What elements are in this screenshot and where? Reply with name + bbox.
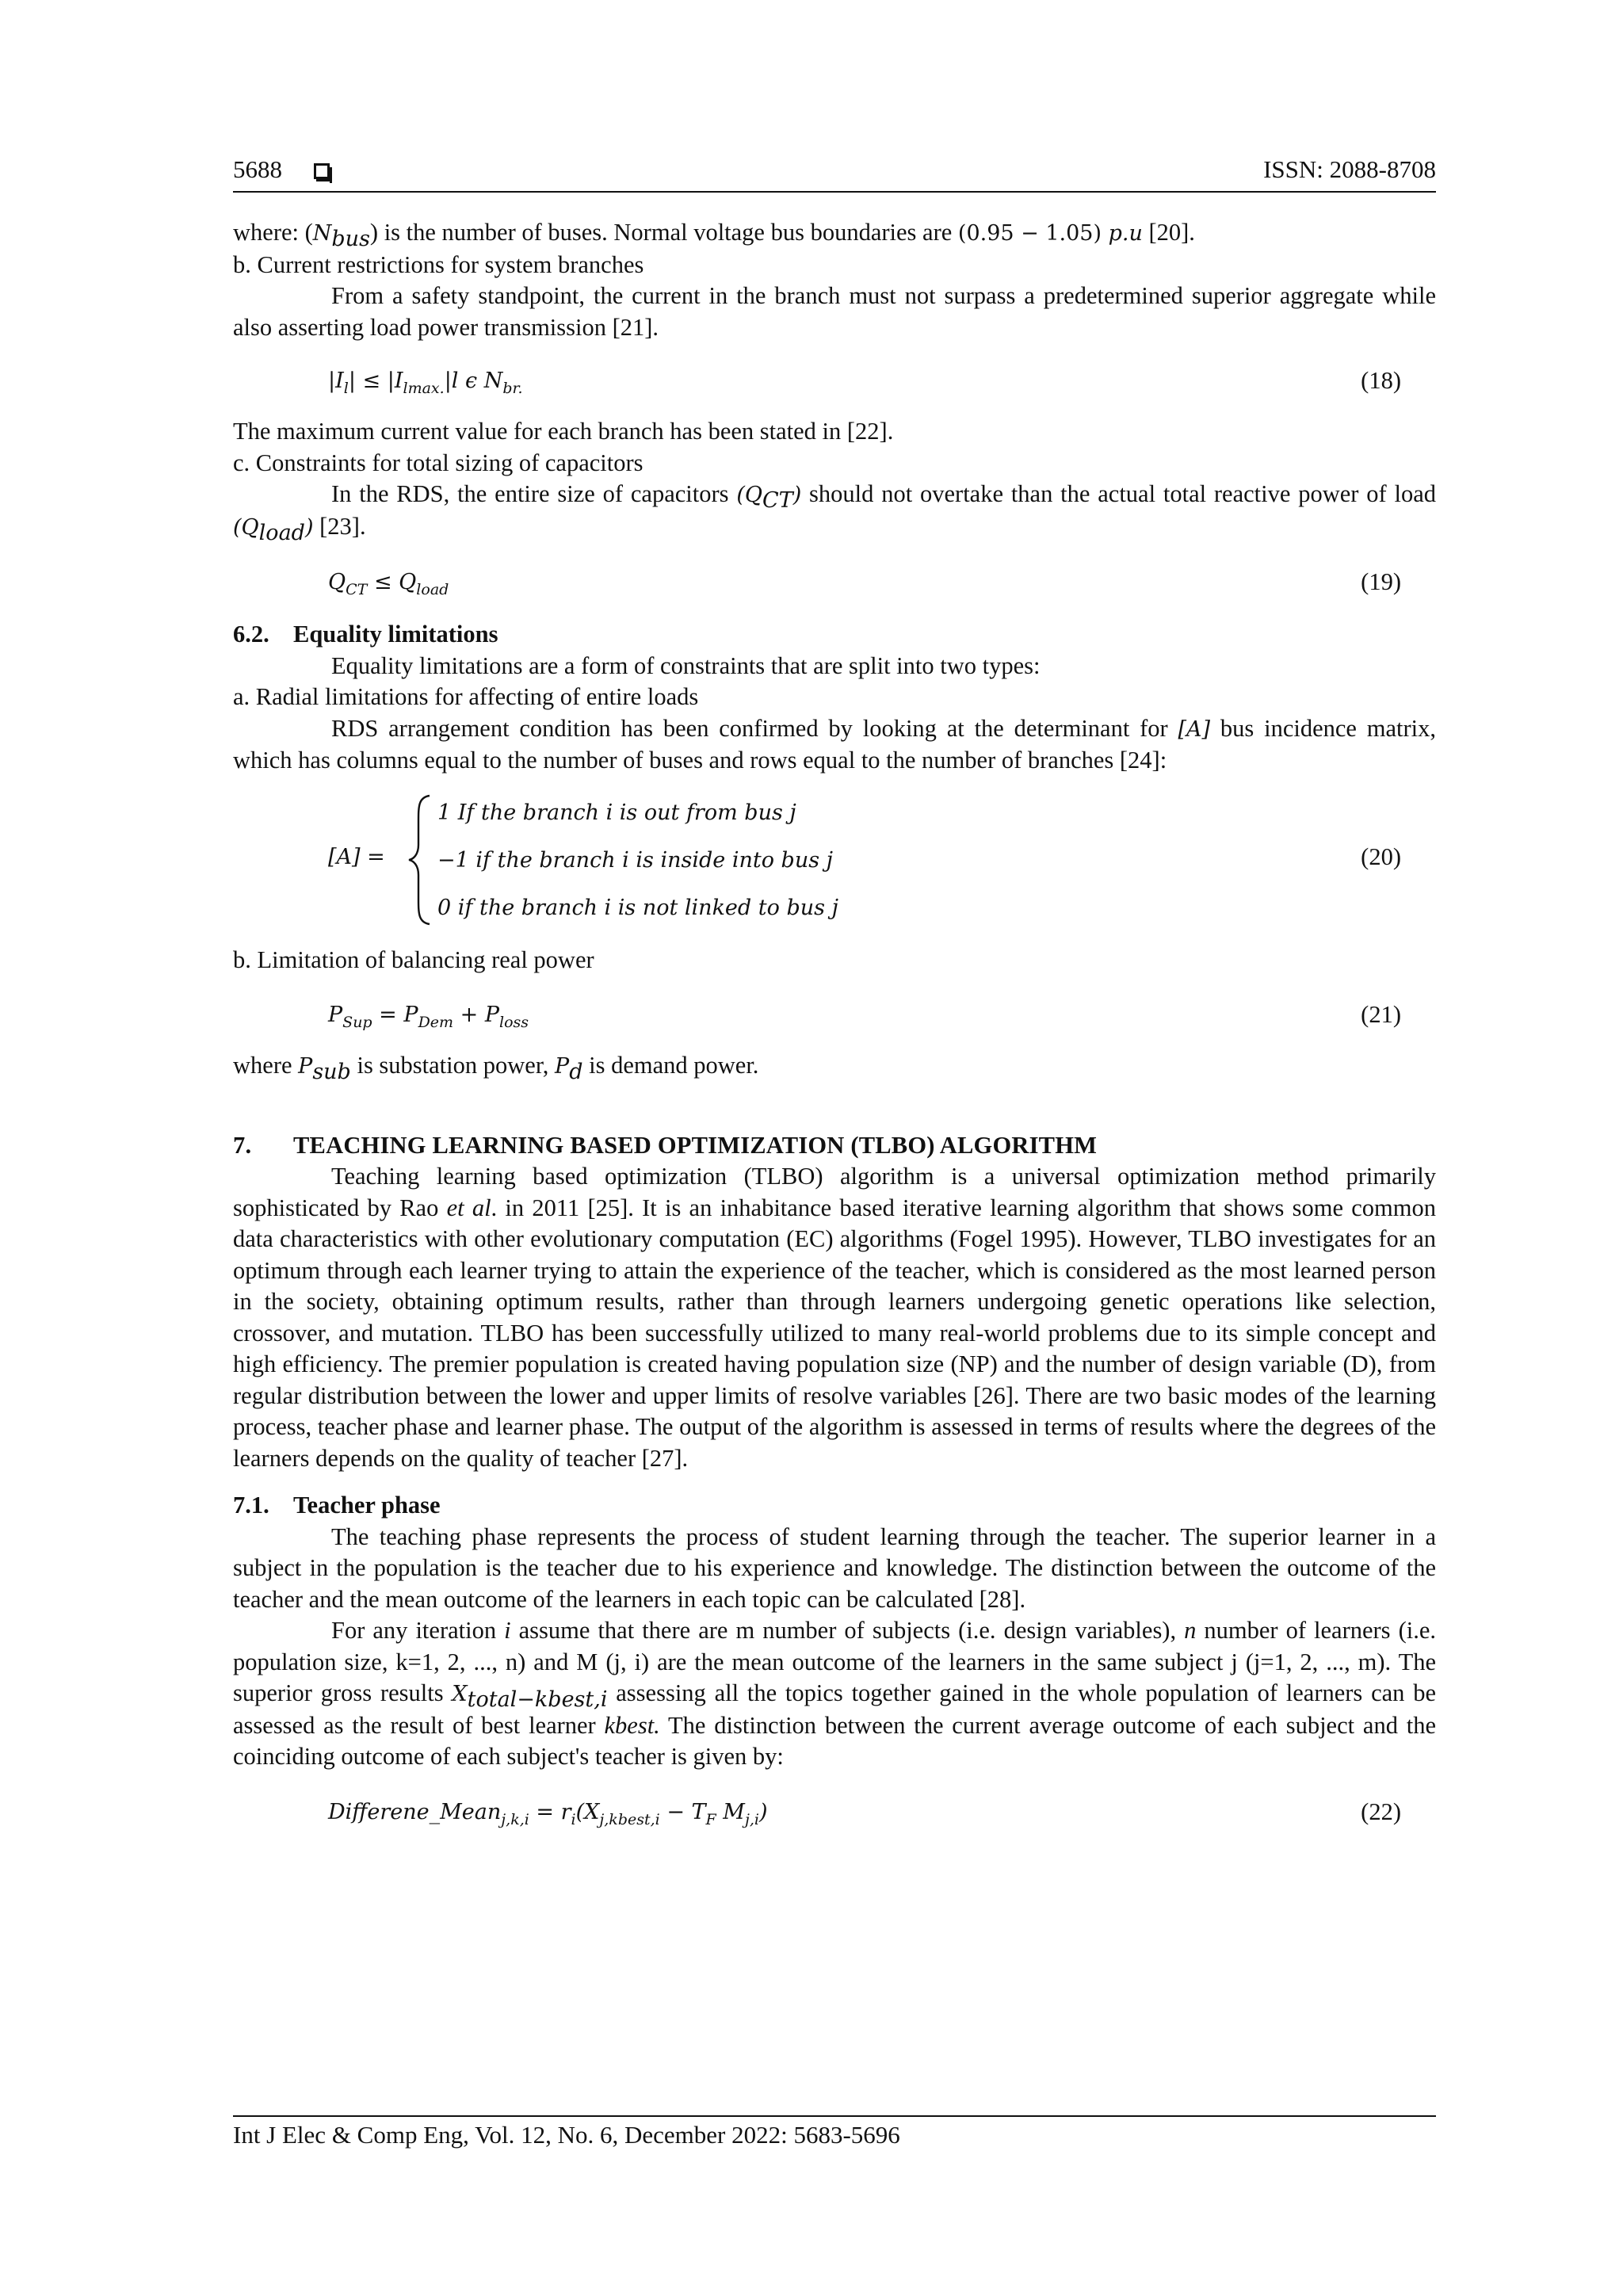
list-item-b-balancing: b. Limitation of balancing real power — [233, 946, 594, 973]
equation-number: (22) — [1361, 1797, 1401, 1825]
section-heading-6-2: 6.2. Equality limitations — [233, 621, 498, 648]
equation-20-cases — [437, 789, 838, 932]
journal-citation: Int J Elec & Comp Eng, Vol. 12, No. 6, December 2022: 5683-5696 — [233, 2121, 900, 2149]
case-row: −1 if the branch i is inside into bus j — [437, 847, 834, 873]
paragraph-tlbo: Teaching learning based optimization (TLBO) algorithm is a universal optimization method primarily sophisticated by Rao et al. in 2011 [25]. It is an inhabitance based iterative learning algorithm that shows some common data characteristics with other evolutionary computation (EC) algorithms (Fogel 1995). However, TLBO investigates for an optimum through each learner trying to attain the experience of the teacher, which is considered as the most learned person in the society, obtaining optimum results, rather than through learners undergoing genetic operations like selection, crossover, and mutation. TLBO has been successfully utilized to many real-world problems due to its simple concept and high efficiency. The premier population is created having population size (NP) and the number of design variable (D), from regular distribution between the lower and upper limits of resolve variables [26]. There are two basic modes of the learning process, teacher phase and learner phase. The output of the algorithm is assessed in terms of results where the degrees of the learners depends on the quality of teacher [27]. — [233, 1163, 1436, 1472]
paragraph-teaching-phase: The teaching phase represents the process of student learning through the teacher. The superior learner in a subject in the population is the teacher due to his experience and knowledge. The distinction between the outcome of the teacher and the mean outcome of the learners in each topic can be calculated [28]. — [233, 1522, 1436, 1613]
equation-21 — [233, 993, 1436, 1039]
page-number: 5688 — [233, 155, 330, 184]
paragraph-iteration: For any iteration i assume that there are m number of subjects (i.e. design variables), n number of learners (i.e. population size, k=1, 2, ..., n) and M (j, i) are the mean outcome of the learners in the same subject j (j=1, 2, ..., m). The superior gross results $X_{total-kbest,i}$ assessing all the topics together gained in the whole population of learners can be assessed as the result of best learner kbest. The distinction between the current average outcome of each subject and the coinciding outcome of each subject's teacher is given by: — [233, 1617, 1436, 1770]
equation-21-body: $P_{Sup} = P_{Dem} + P_{loss}$ — [328, 1003, 529, 1031]
section-heading-7-1: 7.1. Teacher phase — [233, 1492, 441, 1519]
equation-20 — [233, 781, 1436, 937]
equation-18-body: $|I_l| \le |I_{lmax.}|l$ ϵ $N_{br.}$ — [328, 369, 523, 397]
list-item-b-current: b. Current restrictions for system branches — [233, 250, 644, 278]
body-text — [233, 217, 1436, 1836]
paragraph-equality-intro: Equality limitations are a form of constraints that are split into two types: — [331, 651, 1041, 679]
list-item-c-capacitors: c. Constraints for total sizing of capacitors — [233, 449, 643, 476]
paragraph-where-nbus: where: $(N_{bus})$ is the number of buses. Normal voltage bus boundaries are (0.95 − 1.05) p.u [20]. — [233, 219, 1195, 251]
equation-19 — [233, 560, 1436, 606]
paragraph-max-current: The maximum current value for each branch has been stated in [22]. — [233, 418, 894, 445]
case-row: 1 If the branch i is out from bus j — [437, 800, 796, 825]
equation-22 — [233, 1790, 1436, 1836]
paragraph-rds-capacitors: In the RDS, the entire size of capacitors $(Q_{CT})$ should not overtake than the actual total reactive power of load $(Q_{load})$ [23]. — [233, 480, 1437, 545]
equation-22-body: Differene_Mean$_{j,k,i}$ = $r_i(X_{j,kbest,i} - T_F$ $M_{j,i}$) — [328, 1799, 768, 1828]
equation-18 — [233, 359, 1436, 405]
equation-number: (19) — [1361, 568, 1401, 595]
section-heading-7: 7. TEACHING LEARNING BASED OPTIMIZATION (TLBO) ALGORITHM — [233, 1131, 1098, 1159]
equation-number: (21) — [1361, 1001, 1401, 1028]
footer-rule — [233, 2115, 1436, 2117]
equation-20-lhs: [A] = — [328, 844, 385, 869]
equation-19-body: $Q_{CT} \le Q_{load}$ — [328, 570, 449, 598]
issn: ISSN: 2088-8708 — [1263, 155, 1436, 183]
list-item-a-radial: a. Radial limitations for affecting of entire loads — [233, 683, 699, 710]
paragraph-where-psub: where $P_{sub}$ is substation power, $P_d$ is demand power. — [233, 1052, 759, 1084]
header-rule — [233, 191, 1436, 193]
paragraph-safety: From a safety standpoint, the current in the branch must not surpass a predetermined superior aggregate while also asserting load power transmission [21]. — [233, 282, 1436, 341]
equation-number: (18) — [1361, 367, 1401, 394]
equation-number: (20) — [1361, 842, 1401, 870]
square-glyph-icon — [314, 163, 330, 179]
page-header — [233, 155, 1436, 195]
left-brace-icon — [406, 793, 434, 927]
paragraph-incidence-matrix: RDS arrangement condition has been confirmed by looking at the determinant for [A] bus incidence matrix, which has columns equal to the number of buses and rows equal to the number of branches [24]: — [233, 714, 1436, 774]
case-row: 0 if the branch i is not linked to bus j — [437, 895, 838, 920]
